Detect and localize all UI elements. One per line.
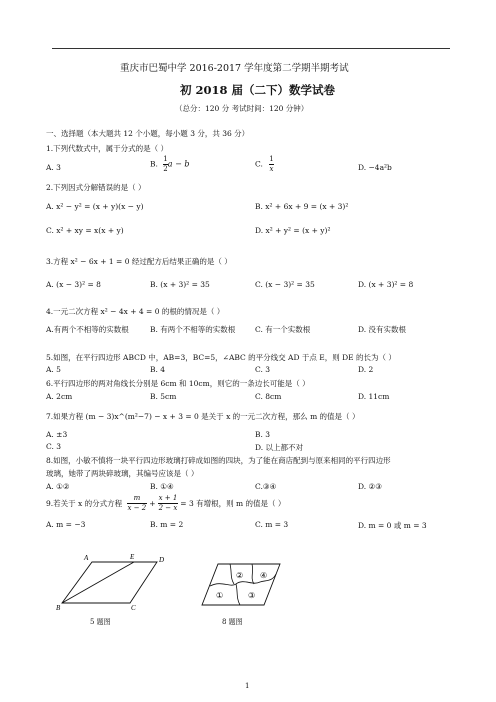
top-rule [52,48,450,49]
q9-stem: 9.若关于 x 的分式方程 $\frac{m}{x - 2}$ + $\frac{x + 1}{2 - x}$ = 3 有增根，则 m 的值是（ ） [46,494,286,512]
q6-stem: 6.平行四边形的两对角线长分别是 6cm 和 10cm，则它的一条边长可能是（ ） [46,379,310,388]
q3-option-b: B. (x + 3)² = 35 [150,280,210,289]
q8-option-b: B. ①④ [150,482,174,491]
q8-option-a: A. ①② [46,482,70,491]
q7-option-d: D. 以上都不对 [255,443,304,452]
q1-option-c: C. $\frac{1}{x}$ [255,155,274,173]
exam-info: （总分：120 分 考试时间：120 分钟） [175,104,309,113]
q5-option-b: B. 4 [150,365,166,374]
q6-option-c: C. 8cm [255,392,282,401]
piece-3-label: ③ [248,591,256,600]
q8-option-c: C.③④ [255,482,277,491]
piece-1-label: ① [216,591,224,600]
q5-option-a: A. 5 [46,365,61,374]
q5-option-c: C. 3 [255,365,271,374]
q5-option-d: D. 2 [358,365,374,374]
page-number: 1 [245,682,250,690]
q2-option-a: A. x² − y² = (x + y)(x − y) [46,202,144,211]
q1-option-b: B. $\frac{1}{2}$ a − b [150,155,190,173]
q9-option-a: A. m = −3 [46,520,86,529]
exam-title: 初 2018 届（二下）数学试卷 [180,83,336,97]
piece-2-label: ② [236,571,244,580]
q1-option-a: A. 3 [46,163,61,172]
q4-stem: 4.一元二次方程 x² − 4x + 4 = 0 的根的情况是（ ） [46,307,225,316]
label-a: A [84,554,89,562]
q6-option-a: A. 2cm [46,392,73,401]
figure-5-caption: 5 题图 [90,618,111,626]
q3-option-a: A. (x − 3)² = 8 [46,280,101,289]
q4-option-a: A.有两个不相等的实数根 [46,325,129,334]
q3-option-d: D. (x + 3)² = 8 [358,280,414,289]
q2-stem: 2.下列因式分解错误的是（ ） [46,183,146,192]
q9-option-d: D. m = 0 或 m = 3 [358,521,427,530]
q4-option-d: D. 没有实数根 [358,325,407,334]
q3-option-c: C. (x − 3)² = 35 [255,280,315,289]
figure-8-caption: 8 题图 [222,618,243,626]
q1-stem: 1.下列代数式中，属于分式的是（ ） [46,144,169,153]
q6-option-b: B. 5cm [150,392,177,401]
q8-stem-line1: 8.如图，小敏不慎将一块平行四边形玻璃打碎成如图的四块，为了能在商店配到与原来相同的平行四边形 [46,456,391,465]
school-header: 重庆市巴蜀中学 2016-2017 学年度第二学期半期考试 [120,63,349,74]
q4-option-b: B. 有两个不相等的实数根 [150,325,236,334]
section-heading: 一、选择题（本大题共 12 个小题，每小题 3 分，共 36 分） [46,129,250,138]
q8-option-d: D. ②③ [358,482,382,491]
q3-stem: 3.方程 x² − 6x + 1 = 0 经过配方后结果正确的是（ ） [46,257,232,266]
q2-option-b: B. x² + 6x + 9 = (x + 3)² [255,202,349,211]
q5-stem: 5.如图，在平行四边形 ABCD 中，AB=3，BC=5，∠ABC 的平分线交 AD 于点 E，则 DE 的长为（ ） [46,353,396,362]
q6-option-d: D. 11cm [358,392,390,401]
label-e: E [130,553,135,561]
label-d: D [159,556,165,564]
label-c: C [131,604,136,612]
q7-option-c: C. 3 [46,442,62,451]
q9-option-c: C. m = 3 [255,520,289,529]
figure-5-parallelogram [54,550,174,615]
piece-4-label: ④ [260,571,268,580]
q7-stem: 7.如果方程 (m − 3)x^(m²−7) − x + 3 = 0 是关于 x 的一元二次方程，那么 m 的值是（ ） [46,412,360,421]
q7-option-b: B. 3 [255,430,271,439]
q9-option-b: B. m = 2 [150,520,184,529]
q1-option-d: D. −4a²b [358,163,392,172]
q8-stem-line2: 玻璃，她带了两块碎玻璃，其编号应该是（ ） [46,469,199,478]
q4-option-c: C. 有一个实数根 [255,325,311,334]
figure-8-broken-glass [200,562,282,608]
label-b: B [56,604,61,612]
q2-option-c: C. x² + xy = x(x + y) [46,226,124,235]
q7-option-a: A. ±3 [46,430,68,439]
q2-option-d: D. x² + y² = (x + y)² [255,226,331,235]
